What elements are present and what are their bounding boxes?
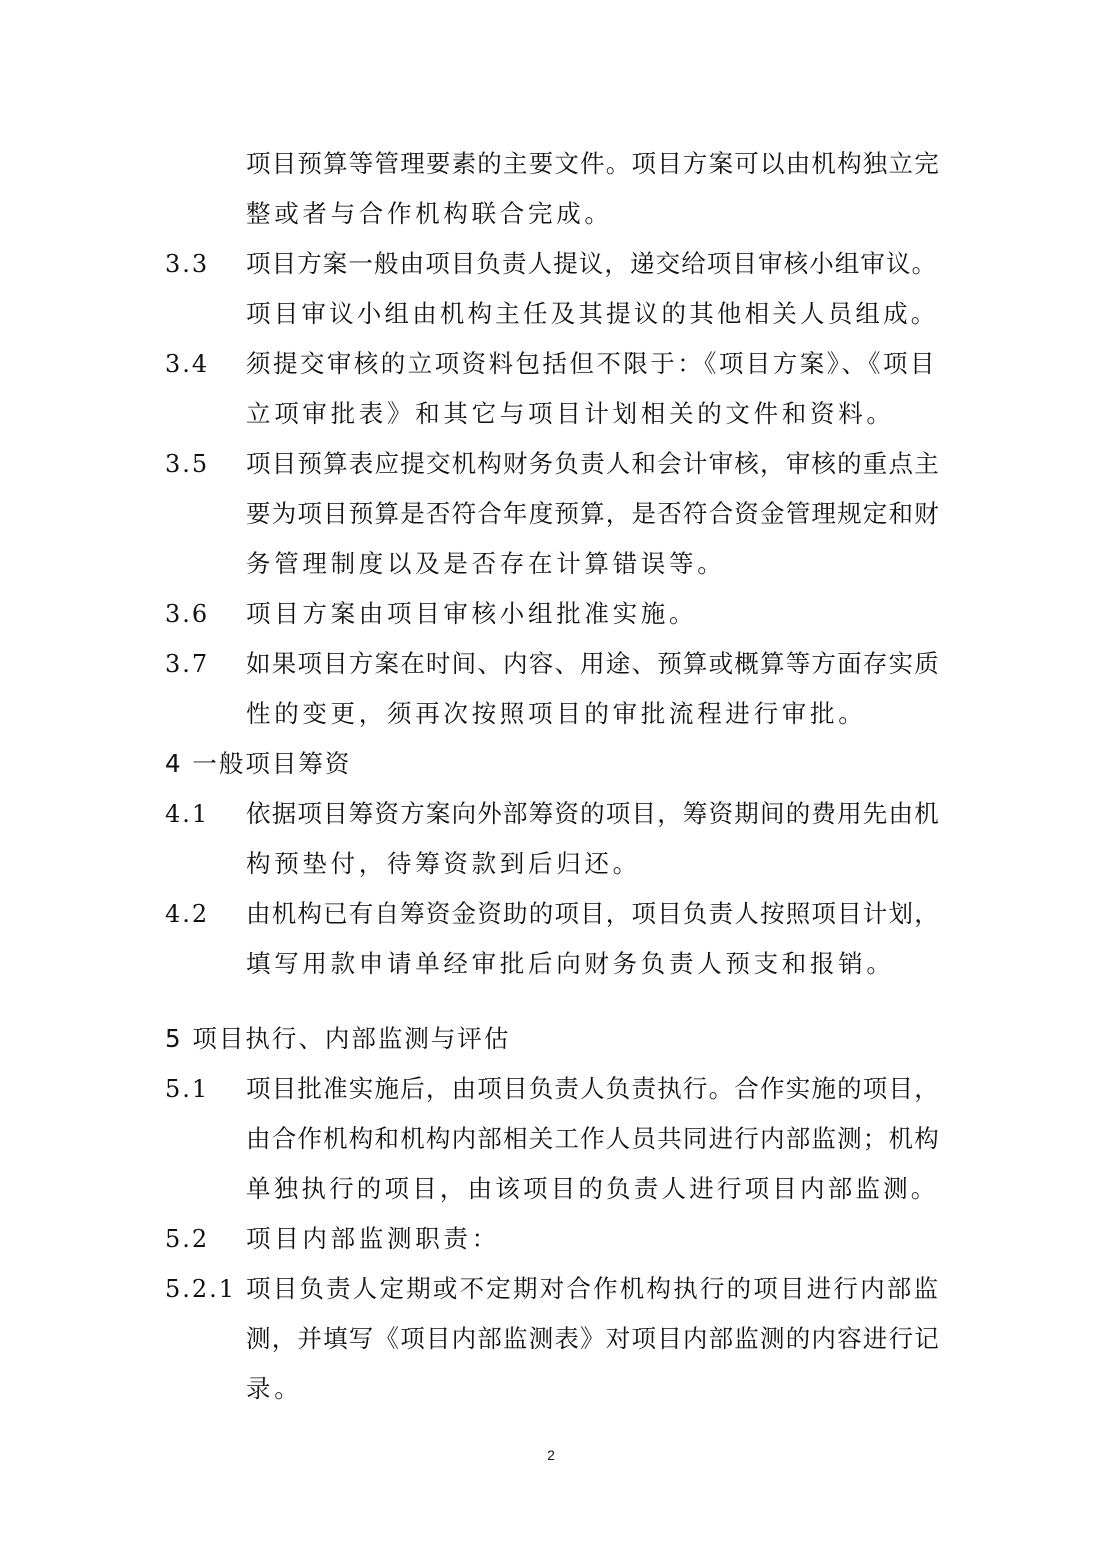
body-line: 填写用款申请单经审批后向财务负责人预支和报销。: [246, 949, 895, 978]
body-line: 依据项目筹资方案向外部筹资的项目，筹资期间的费用先由机: [246, 799, 940, 828]
body-line: 测，并填写《项目内部监测表》对项目内部监测的内容进行记: [246, 1324, 940, 1353]
body-line: 项目批准实施后，由项目负责人负责执行。合作实施的项目，: [246, 1074, 940, 1103]
clause-number: 5.2: [165, 1225, 210, 1253]
body-line: 务管理制度以及是否存在计算错误等。: [246, 549, 726, 578]
body-line: 须提交审核的立项资料包括但不限于：《项目方案》、《项目: [246, 349, 937, 378]
body-line: 由机构已有自筹资金资助的项目，项目负责人按照项目计划，: [246, 899, 940, 928]
body-line: 项目预算表应提交机构财务负责人和会计审核，审核的重点主: [246, 449, 940, 478]
page-number: 2: [547, 1447, 555, 1463]
body-line: 构预垫付，待筹资款到后归还。: [246, 849, 641, 878]
body-line: 项目负责人定期或不定期对合作机构执行的项目进行内部监: [246, 1274, 941, 1303]
clause-number: 3.7: [165, 650, 210, 678]
body-line: 单独执行的项目，由该项目的负责人进行项目内部监测。: [246, 1174, 939, 1203]
body-line: 整或者与合作机构联合完成。: [246, 199, 613, 228]
section-heading: 5 项目执行、内部监测与评估: [165, 1024, 511, 1053]
body-line: 如果项目方案在时间、内容、用途、预算或概算等方面存实质: [246, 649, 940, 678]
clause-number: 4.1: [165, 800, 210, 828]
clause-number: 5.2.1: [165, 1275, 237, 1303]
body-line: 立项审批表》和其它与项目计划相关的文件和资料。: [246, 399, 895, 428]
body-line: 录。: [246, 1374, 303, 1403]
body-line: 项目方案一般由项目负责人提议，递交给项目审核小组审议。: [246, 249, 938, 278]
body-line: 项目方案由项目审核小组批准实施。: [246, 599, 698, 628]
clause-number: 5.1: [165, 1075, 210, 1103]
body-line: 性的变更，须再次按照项目的审批流程进行审批。: [246, 699, 867, 728]
section-heading: 4 一般项目筹资: [165, 749, 352, 778]
clause-number: 3.6: [165, 600, 210, 628]
clause-number: 4.2: [165, 900, 210, 928]
body-line: 项目内部监测职责：: [246, 1224, 500, 1253]
body-line: 要为项目预算是否符合年度预算，是否符合资金管理规定和财: [246, 499, 940, 528]
body-line: 项目审议小组由机构主任及其提议的其他相关人员组成。: [246, 299, 939, 328]
clause-number: 3.5: [165, 450, 210, 478]
clause-number: 3.3: [165, 250, 210, 278]
body-line: 项目预算等管理要素的主要文件。项目方案可以由机构独立完: [246, 149, 940, 178]
clause-number: 3.4: [165, 350, 210, 378]
body-line: 由合作机构和机构内部相关工作人员共同进行内部监测；机构: [246, 1124, 940, 1153]
